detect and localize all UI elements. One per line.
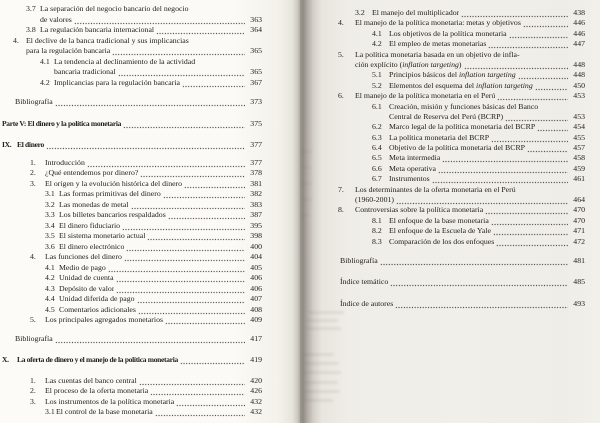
bleed-through-mark <box>304 362 339 365</box>
dot-leader <box>180 355 245 366</box>
toc-row <box>0 140 262 151</box>
toc-row <box>0 242 262 253</box>
toc-row <box>0 376 262 387</box>
toc-entry-title: La oferta de dinero y el manejo de la política monetaria <box>17 355 178 364</box>
toc-row <box>0 263 262 274</box>
toc-entry-title: Elementos del esquema del inflation targeting <box>389 80 533 90</box>
toc-entry-title: Comparación de los dos enfoques <box>389 236 495 246</box>
toc-entry-number: 6.7 <box>372 174 382 184</box>
toc-row <box>0 284 262 295</box>
toc-row <box>300 256 585 266</box>
right-page-toc <box>300 0 585 309</box>
dot-leader <box>537 122 568 132</box>
toc-page-number: 404 <box>250 252 262 261</box>
toc-entry-title: Las cuentas del banco central <box>45 375 137 385</box>
dot-leader <box>442 153 568 163</box>
toc-entry-number: 6.6 <box>372 163 382 173</box>
toc-page-number: 448 <box>573 59 585 69</box>
toc-page-number: 363 <box>250 14 262 24</box>
dot-leader <box>527 143 568 153</box>
toc-row <box>0 158 262 169</box>
toc-row <box>0 355 262 366</box>
toc-page-number: 432 <box>250 396 262 406</box>
toc-entry-title: El dinero fiduciario <box>59 220 121 230</box>
toc-row <box>300 91 585 101</box>
toc-page-number: 365 <box>250 46 262 55</box>
toc-page-number: 485 <box>573 277 585 287</box>
toc-entry-title: Los determinantes de la oferta monetaria en el Perú <box>355 184 516 194</box>
dot-leader <box>108 263 245 274</box>
toc-entry-number: 8. <box>338 205 344 215</box>
toc-page-number: 457 <box>573 143 585 153</box>
toc-entry-title: Bibliografía <box>15 333 53 343</box>
toc-entry-number: 8.3 <box>372 236 382 246</box>
dot-leader <box>139 376 245 387</box>
toc-entry-number: 3.8 <box>26 25 36 34</box>
toc-entry-title: Las formas primitivas del dinero <box>59 189 161 198</box>
toc-entry-number: 4.5 <box>45 304 55 314</box>
toc-page-number: 395 <box>250 220 262 230</box>
toc-entry-title: Objetivo de la política monetaria del BCRP <box>389 143 525 153</box>
toc-page-number: 459 <box>573 163 585 173</box>
dot-leader <box>122 221 245 232</box>
toc-entry-number: 3.3 <box>45 210 55 219</box>
dot-leader <box>461 8 568 18</box>
toc-row <box>300 29 585 39</box>
dot-leader <box>395 299 568 309</box>
toc-entry-title: Medio de pago <box>59 262 106 272</box>
toc-entry-number: 3.1 <box>45 407 55 416</box>
toc-row <box>0 97 262 108</box>
toc-page-number: 383 <box>250 199 262 209</box>
dot-leader <box>116 273 245 284</box>
toc-entry-title: El origen y la evolución histórica del dinero <box>45 178 183 188</box>
toc-row <box>0 189 262 200</box>
toc-row <box>0 78 262 89</box>
toc-entry-title: El sistema monetario actual <box>59 231 146 240</box>
dot-leader <box>491 133 568 143</box>
toc-entry-title: de valores <box>40 14 72 24</box>
toc-row <box>300 237 585 247</box>
toc-row <box>300 185 585 195</box>
dot-leader <box>112 46 245 57</box>
toc-page-number: 426 <box>250 386 262 395</box>
toc-page-number: 400 <box>250 241 262 251</box>
toc-entry-title: Meta intermedia <box>389 153 441 163</box>
toc-row <box>0 15 262 26</box>
toc-entry-title: para la regulación bancaria <box>26 46 111 55</box>
toc-entry-number: 3.6 <box>45 241 55 251</box>
toc-entry-title: Las monedas de metal <box>59 199 129 209</box>
toc-entry-number: 6. <box>338 91 344 101</box>
toc-row <box>300 153 585 163</box>
dot-leader <box>124 252 245 263</box>
toc-row <box>300 226 585 236</box>
bleed-through-mark <box>305 381 338 384</box>
toc-page-number: 381 <box>250 178 262 188</box>
toc-row <box>0 179 262 190</box>
toc-entry-title: Principios básicos del inflation targeting <box>389 70 516 80</box>
dot-leader <box>390 277 568 287</box>
toc-entry-number: 2. <box>30 168 36 177</box>
toc-entry-number: 8.2 <box>372 226 382 236</box>
toc-entry-title: bancaria tradicional <box>54 67 116 76</box>
dot-leader <box>535 81 568 91</box>
toc-row <box>300 8 585 18</box>
toc-entry-number: 3. <box>30 178 36 188</box>
toc-entry-title: Depósito de valor <box>59 283 115 293</box>
toc-entry-number: 5.2 <box>372 80 382 90</box>
toc-row <box>300 195 585 205</box>
toc-page-number: 377 <box>250 157 262 167</box>
toc-page-number: 377 <box>250 140 262 149</box>
dot-leader <box>131 200 246 211</box>
dot-leader <box>182 78 245 89</box>
toc-entry-title: Los objetivos de la política monetaria <box>389 28 507 38</box>
dot-leader <box>396 195 568 205</box>
toc-entry-title: Controversias sobre la política monetaria <box>355 205 484 215</box>
bleed-through-mark <box>308 311 344 314</box>
toc-entry-number: 4.2 <box>372 39 382 49</box>
dot-leader <box>156 25 245 36</box>
toc-row <box>0 168 262 179</box>
toc-entry-title: Índice de autores <box>340 298 394 308</box>
toc-entry-number: 3.5 <box>45 231 55 240</box>
toc-entry-number: 3.2 <box>45 199 55 209</box>
dot-leader <box>140 168 245 179</box>
toc-row <box>300 143 585 153</box>
toc-entry-number: 4.2 <box>40 77 50 87</box>
toc-page-number: 378 <box>250 168 262 177</box>
toc-entry-number: 4. <box>338 18 344 28</box>
dot-leader <box>485 205 568 215</box>
bleed-through-mark <box>305 399 333 402</box>
dot-leader <box>163 189 245 200</box>
toc-page-number: 453 <box>573 111 585 121</box>
toc-row <box>300 122 585 132</box>
toc-entry-title: Parte V: El dinero y la política monetaria <box>2 118 122 128</box>
toc-entry-title: El enfoque de la base monetaria <box>389 215 489 225</box>
toc-page-number: 461 <box>573 174 585 184</box>
toc-row <box>0 4 262 15</box>
dot-leader <box>168 210 245 221</box>
dot-leader <box>55 97 245 108</box>
toc-row <box>0 386 262 397</box>
toc-page-number: 470 <box>573 215 585 225</box>
toc-row <box>300 18 585 28</box>
toc-entry-title: La separación del negocio bancario del negocio <box>40 4 189 13</box>
bleed-through-mark <box>306 327 341 330</box>
toc-entry-title: El manejo del multiplicador <box>372 8 460 17</box>
dot-leader <box>518 70 568 80</box>
toc-row <box>0 200 262 211</box>
dot-leader <box>46 140 245 151</box>
toc-entry-title: Los instrumentos de la política monetaria <box>45 396 175 406</box>
toc-row <box>0 119 262 130</box>
toc-row <box>0 36 262 47</box>
toc-entry-number: 5.1 <box>372 70 382 80</box>
toc-entry-number: 3.4 <box>45 220 55 230</box>
toc-entry-number: 4.1 <box>372 28 382 38</box>
toc-page-number: 406 <box>250 273 262 282</box>
toc-page-number: 493 <box>573 298 585 308</box>
toc-row <box>0 25 262 36</box>
toc-row <box>300 205 585 215</box>
toc-entry-number: 4.1 <box>45 262 55 272</box>
toc-page-number: 446 <box>573 28 585 38</box>
toc-row <box>0 407 262 418</box>
toc-page-number: 405 <box>250 262 262 272</box>
dot-leader <box>155 407 245 418</box>
toc-entry-title: Instrumentos <box>389 174 430 184</box>
toc-entry-number: 1. <box>30 375 36 385</box>
toc-row <box>300 60 585 70</box>
toc-page-number: 450 <box>573 80 585 90</box>
toc-page-number: 447 <box>573 39 585 49</box>
toc-row <box>300 81 585 91</box>
bleed-through-mark <box>304 353 334 356</box>
toc-entry-number: 7. <box>338 184 344 194</box>
toc-entry-number: 4.1 <box>40 56 50 66</box>
toc-page-number: 458 <box>573 153 585 163</box>
dot-leader <box>138 305 245 316</box>
toc-entry-title: El dinero electrónico <box>59 241 125 251</box>
toc-entry-title: Introducción <box>45 157 85 167</box>
toc-row <box>0 46 262 57</box>
toc-entry-title: Unidad diferida de pago <box>59 294 135 303</box>
toc-entry-title: Índice temático <box>340 277 389 287</box>
toc-entry-title: Los principales agregados monetarios <box>45 315 164 324</box>
dot-leader <box>438 164 568 174</box>
toc-row <box>0 397 262 408</box>
toc-entry-number: 3.2 <box>355 8 365 17</box>
toc-page-number: 387 <box>250 210 262 219</box>
dot-leader <box>496 237 568 247</box>
toc-entry-title: La política monetaria del BCRP <box>389 132 490 142</box>
toc-page-number: 398 <box>250 231 262 240</box>
toc-row <box>0 305 262 316</box>
toc-row <box>0 294 262 305</box>
toc-page-number: 448 <box>573 70 585 80</box>
toc-entry-number: 4.4 <box>45 294 55 303</box>
dot-leader <box>150 386 245 397</box>
toc-row <box>0 231 262 242</box>
toc-row <box>0 273 262 284</box>
toc-page-number: 472 <box>573 236 585 246</box>
toc-entry-title: Bibliografía <box>15 97 53 106</box>
dot-leader <box>55 334 245 345</box>
toc-page-number: 417 <box>250 333 262 343</box>
right-page <box>300 0 600 423</box>
toc-entry-number: 4. <box>30 252 36 261</box>
toc-page-number: 446 <box>573 18 585 28</box>
toc-page-number: 375 <box>250 118 262 128</box>
toc-entry-title: La política monetaria basada en un objetivo de infla- <box>355 49 520 59</box>
toc-entry-title: Bibliografía <box>340 255 378 265</box>
toc-page-number: 364 <box>250 25 262 34</box>
toc-entry-title: Unidad de cuenta <box>59 273 114 282</box>
toc-entry-number: 1. <box>30 157 36 167</box>
toc-page-number: 367 <box>250 77 262 87</box>
toc-row <box>300 133 585 143</box>
toc-page-number: 454 <box>573 122 585 132</box>
toc-row <box>0 57 262 68</box>
toc-entry-title: Creación, misión y funciones básicas del Banco <box>389 101 539 111</box>
toc-page-number: 464 <box>573 195 585 205</box>
toc-row <box>300 112 585 122</box>
toc-page-number: 382 <box>250 189 262 198</box>
toc-entry-title: La regulación bancaria internacional <box>40 25 155 34</box>
toc-row <box>300 164 585 174</box>
toc-entry-title: (1960-2001) <box>355 195 394 205</box>
toc-page-number: 438 <box>573 8 585 17</box>
dot-leader <box>126 242 245 253</box>
toc-page-number: 407 <box>250 294 262 303</box>
toc-entry-number: 6.1 <box>372 101 382 111</box>
toc-entry-title: Central de Reserva del Perú (BCRP) <box>389 111 504 121</box>
toc-entry-number: 6.4 <box>372 143 382 153</box>
toc-row <box>0 334 262 345</box>
toc-entry-title: El enfoque de la Escuela de Yale <box>389 226 491 236</box>
left-page-toc <box>0 0 262 418</box>
toc-entry-title: El control de la base monetaria <box>56 407 153 416</box>
toc-entry-title: Los billetes bancarios respaldados <box>59 210 166 219</box>
dot-leader <box>176 397 245 408</box>
dot-leader <box>493 226 568 236</box>
toc-row <box>300 102 585 112</box>
toc-page-number: 455 <box>573 132 585 142</box>
toc-page-number: 481 <box>573 255 585 265</box>
toc-entry-title: Meta operativa <box>389 163 436 173</box>
toc-page-number: 409 <box>250 315 262 324</box>
dot-leader <box>464 60 569 70</box>
toc-entry-number: 4.2 <box>45 273 55 282</box>
toc-page-number: 453 <box>573 91 585 101</box>
toc-row <box>300 216 585 226</box>
toc-row <box>300 174 585 184</box>
toc-entry-number: 6.5 <box>372 153 382 163</box>
toc-entry-number: X. <box>2 355 9 364</box>
toc-row <box>0 221 262 232</box>
dot-leader <box>118 67 245 78</box>
bleed-through-mark <box>304 371 341 374</box>
toc-row <box>300 39 585 49</box>
toc-page-number: 373 <box>250 97 262 106</box>
toc-entry-number: 5. <box>338 49 344 59</box>
toc-entry-title: La tendencia al declinamiento de la actividad <box>54 56 196 66</box>
toc-page-number: 406 <box>250 283 262 293</box>
toc-row <box>0 252 262 263</box>
dot-leader <box>523 18 568 28</box>
toc-entry-title: ción explícito (inflation targeting) <box>355 59 462 69</box>
bleed-through-mark <box>304 390 340 393</box>
bleed-through-mark <box>306 319 338 322</box>
dot-leader <box>491 216 568 226</box>
toc-row <box>300 299 585 309</box>
dot-leader <box>488 39 568 49</box>
dot-leader <box>497 91 568 101</box>
toc-row <box>0 67 262 78</box>
dot-leader <box>165 315 245 326</box>
toc-page-number: 470 <box>573 205 585 215</box>
toc-entry-title: El dinero <box>17 140 44 149</box>
toc-row <box>300 277 585 287</box>
toc-row <box>300 70 585 80</box>
toc-page-number: 471 <box>573 226 585 236</box>
dot-leader <box>505 112 568 122</box>
toc-entry-title: El declive de la banca tradicional y sus implicancias <box>26 35 189 45</box>
toc-entry-title: Implicancias para la regulación bancaria <box>54 77 180 87</box>
toc-entry-number: 5. <box>30 315 36 324</box>
dot-leader <box>380 256 568 266</box>
toc-entry-title: El manejo de la política monetaria: metas y objetivos <box>355 18 521 28</box>
toc-entry-title: El manejo de la política monetaria en el Perú <box>355 91 496 101</box>
toc-page-number: 365 <box>250 67 262 76</box>
toc-page-number: 408 <box>250 304 262 314</box>
dot-leader <box>123 119 245 130</box>
toc-entry-number: 8.1 <box>372 215 382 225</box>
toc-row <box>0 315 262 326</box>
toc-entry-title: Marco legal de la política monetaria del BCRP <box>389 122 536 132</box>
dot-leader <box>184 179 245 190</box>
dot-leader <box>116 284 245 295</box>
dot-leader <box>87 158 245 169</box>
toc-entry-number: 4. <box>13 35 19 45</box>
toc-entry-number: 2. <box>30 386 36 395</box>
toc-entry-number: 3.1 <box>45 189 55 198</box>
toc-page-number: 420 <box>250 375 262 385</box>
toc-entry-number: 3. <box>30 396 36 406</box>
dot-leader <box>509 29 568 39</box>
toc-entry-title: Las funciones del dinero <box>45 252 122 261</box>
toc-entry-number: 3.7 <box>26 4 36 13</box>
dot-leader <box>74 15 245 26</box>
toc-page-number: 432 <box>250 407 262 416</box>
toc-entry-title: El empleo de metas monetarias <box>389 39 487 49</box>
toc-entry-title: ¿Qué entendemos por dinero? <box>45 168 139 177</box>
toc-page-number: 419 <box>250 355 262 364</box>
dot-leader <box>147 231 245 242</box>
toc-row <box>300 50 585 60</box>
toc-entry-title: El proceso de la oferta monetaria <box>45 386 149 395</box>
toc-entry-number: 4.3 <box>45 283 55 293</box>
toc-row <box>0 210 262 221</box>
toc-entry-number: IX. <box>2 140 12 149</box>
dot-leader <box>432 174 568 184</box>
toc-entry-number: 6.2 <box>372 122 382 132</box>
dot-leader <box>137 294 245 305</box>
toc-entry-title: Comentarios adicionales <box>59 304 136 314</box>
toc-entry-number: 6.3 <box>372 132 382 142</box>
